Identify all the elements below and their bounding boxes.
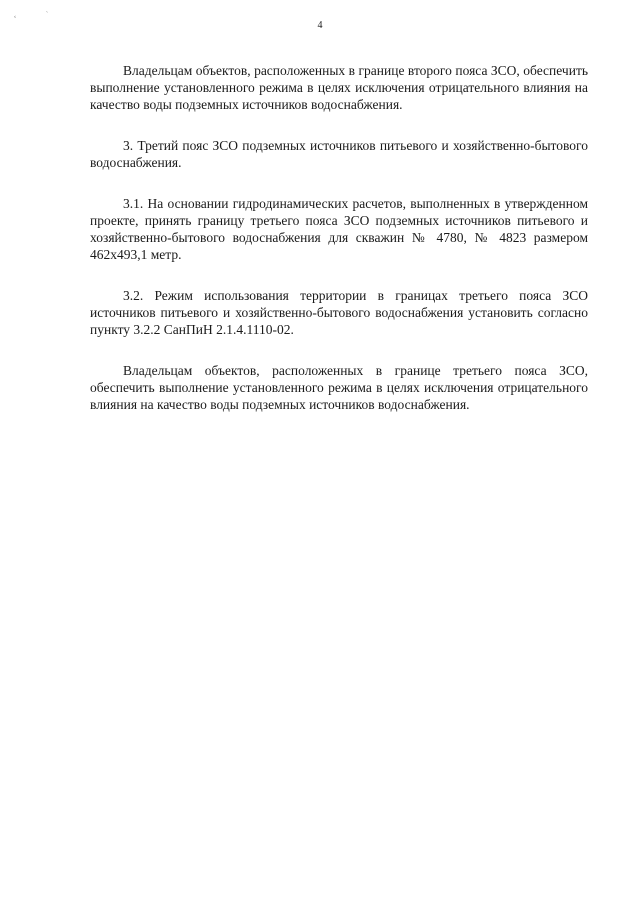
paragraph-3-2-regime: 3.2. Режим использования территории в границах третьего пояса ЗСО источников питьевого и хозяйственно-бытового водоснабжения установить согласно пункту 3.2.2 СанПиН 2.1.4.1110-02. — [90, 288, 588, 337]
scan-artifact-mark: ‹ — [14, 14, 16, 20]
paragraph-third-belt-heading: 3. Третий пояс ЗСО подземных источников питьевого и хозяйственно-бытового водоснабжения. — [90, 138, 588, 170]
paragraph-3-1-boundary: 3.1. На основании гидродинамических расчетов, выполненных в утвержденном проекте, принять границу третьего пояса ЗСО подземных источников питьевого и хозяйственно-бытового водоснабжения для скважин № 4780, № 4823 размером 462х493,1 метр. — [90, 196, 588, 262]
scan-artifact-mark: ` — [46, 12, 48, 18]
paragraph-second-belt-owners: Владельцам объектов, расположенных в границе второго пояса ЗСО, обеспечить выполнение установленного режима в целях исключения отрицательного влияния на качество воды подземных источников водоснабжения. — [90, 63, 588, 112]
document-body — [90, 62, 588, 437]
paragraph-third-belt-owners: Владельцам объектов, расположенных в границе третьего пояса ЗСО, обеспечить выполнение установленного режима в целях исключения отрицательного влияния на качество воды подземных источников водоснабжения. — [90, 363, 588, 412]
page-number: 4 — [317, 20, 323, 31]
